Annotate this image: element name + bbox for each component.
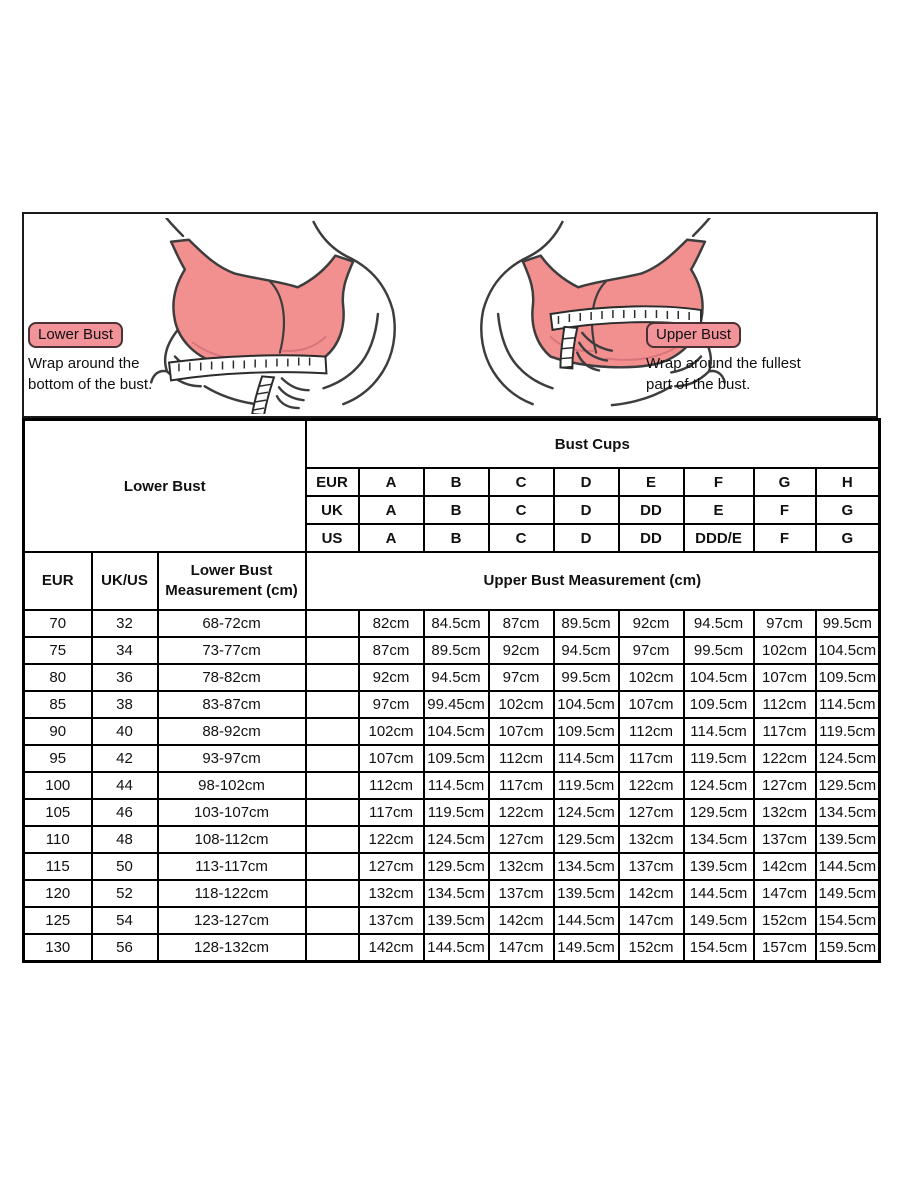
upper-bust-cell: 124.5cm: [684, 772, 754, 799]
ukus-size-cell: 54: [92, 907, 158, 934]
upper-bust-cell: 122cm: [359, 826, 424, 853]
upper-bust-cell: 117cm: [754, 718, 816, 745]
upper-bust-cell: 129.5cm: [554, 826, 619, 853]
upper-bust-cell: 152cm: [619, 934, 684, 962]
lower-bust-range-cell: 78-82cm: [158, 664, 306, 691]
cup-size-cell: A: [359, 524, 424, 552]
upper-bust-cell: 109.5cm: [554, 718, 619, 745]
upper-bust-cell: 124.5cm: [816, 745, 880, 772]
cup-size-cell: F: [754, 496, 816, 524]
lower-bust-range-cell: 123-127cm: [158, 907, 306, 934]
lower-bust-range-cell: 93-97cm: [158, 745, 306, 772]
size-row-eur-100: [24, 772, 880, 799]
upper-bust-cell: 87cm: [489, 610, 554, 637]
size-row-eur-110: [24, 826, 880, 853]
upper-bust-cell: 134.5cm: [554, 853, 619, 880]
upper-bust-cell: 84.5cm: [424, 610, 489, 637]
upper-bust-cell: 127cm: [489, 826, 554, 853]
cup-size-cell: A: [359, 468, 424, 496]
eur-size-cell: 105: [24, 799, 92, 826]
cup-size-cell: C: [489, 496, 554, 524]
spacer-cell: [306, 745, 359, 772]
lower-bust-label-block: [28, 322, 208, 395]
cup-size-cell: B: [424, 524, 489, 552]
spacer-cell: [306, 826, 359, 853]
size-row-eur-120: [24, 880, 880, 907]
lower-bust-range-cell: 128-132cm: [158, 934, 306, 962]
upper-bust-cell: 97cm: [754, 610, 816, 637]
lower-bust-measurement-header: Lower Bust Measurement (cm): [158, 552, 306, 610]
upper-bust-cell: 129.5cm: [684, 799, 754, 826]
upper-bust-cell: 117cm: [619, 745, 684, 772]
ukus-size-cell: 38: [92, 691, 158, 718]
upper-bust-desc-line1: Wrap around the fullest: [646, 355, 801, 372]
ukus-size-cell: 44: [92, 772, 158, 799]
cup-size-cell: G: [816, 524, 880, 552]
cup-size-cell: E: [619, 468, 684, 496]
size-chart-table: [22, 418, 881, 963]
upper-bust-cell: 82cm: [359, 610, 424, 637]
cup-size-cell: H: [816, 468, 880, 496]
upper-bust-cell: 104.5cm: [424, 718, 489, 745]
upper-bust-cell: 149.5cm: [816, 880, 880, 907]
lower-bust-range-cell: 98-102cm: [158, 772, 306, 799]
upper-bust-cell: 114.5cm: [684, 718, 754, 745]
upper-bust-cell: 144.5cm: [684, 880, 754, 907]
upper-bust-cell: 134.5cm: [816, 799, 880, 826]
upper-bust-cell: 149.5cm: [684, 907, 754, 934]
spacer-cell: [306, 934, 359, 962]
eur-size-cell: 125: [24, 907, 92, 934]
spacer-cell: [306, 664, 359, 691]
ukus-size-cell: 56: [92, 934, 158, 962]
spacer-cell: [306, 637, 359, 664]
ukus-size-cell: 50: [92, 853, 158, 880]
lower-bust-range-cell: 118-122cm: [158, 880, 306, 907]
eur-size-cell: 130: [24, 934, 92, 962]
spacer-cell: [306, 907, 359, 934]
cup-size-cell: B: [424, 468, 489, 496]
ukus-size-cell: 40: [92, 718, 158, 745]
cup-size-cell: G: [754, 468, 816, 496]
upper-bust-cell: 132cm: [619, 826, 684, 853]
upper-bust-cell: 94.5cm: [554, 637, 619, 664]
table-row: [24, 552, 880, 610]
upper-bust-cell: 112cm: [619, 718, 684, 745]
ukus-size-cell: 48: [92, 826, 158, 853]
upper-bust-cell: 152cm: [754, 907, 816, 934]
cup-size-cell: D: [554, 524, 619, 552]
upper-bust-cell: 89.5cm: [554, 610, 619, 637]
ukus-size-cell: 42: [92, 745, 158, 772]
cup-size-cell: G: [816, 496, 880, 524]
upper-bust-cell: 144.5cm: [816, 853, 880, 880]
upper-bust-cell: 132cm: [754, 799, 816, 826]
eur-size-cell: 70: [24, 610, 92, 637]
eur-size-cell: 85: [24, 691, 92, 718]
upper-bust-cell: 132cm: [489, 853, 554, 880]
cup-size-cell: F: [754, 524, 816, 552]
upper-bust-badge: Upper Bust: [646, 322, 741, 348]
upper-bust-cell: 134.5cm: [424, 880, 489, 907]
upper-bust-cell: 87cm: [359, 637, 424, 664]
upper-bust-cell: 142cm: [489, 907, 554, 934]
upper-bust-cell: 137cm: [619, 853, 684, 880]
eur-size-cell: 100: [24, 772, 92, 799]
cup-size-cell: E: [684, 496, 754, 524]
lower-bust-range-cell: 88-92cm: [158, 718, 306, 745]
lower-bust-range-cell: 103-107cm: [158, 799, 306, 826]
size-row-eur-70: [24, 610, 880, 637]
lower-bust-range-cell: 113-117cm: [158, 853, 306, 880]
upper-bust-cell: 137cm: [489, 880, 554, 907]
upper-bust-cell: 104.5cm: [554, 691, 619, 718]
upper-bust-cell: 112cm: [359, 772, 424, 799]
upper-bust-cell: 109.5cm: [816, 664, 880, 691]
lower-bust-range-cell: 73-77cm: [158, 637, 306, 664]
upper-bust-cell: 139.5cm: [816, 826, 880, 853]
upper-bust-cell: 137cm: [359, 907, 424, 934]
lower-bust-section-header: Lower Bust: [24, 420, 306, 553]
eur-size-cell: 120: [24, 880, 92, 907]
lower-bust-range-cell: 68-72cm: [158, 610, 306, 637]
upper-bust-cell: 139.5cm: [424, 907, 489, 934]
upper-bust-cell: 107cm: [489, 718, 554, 745]
upper-bust-cell: 124.5cm: [424, 826, 489, 853]
upper-bust-cell: 119.5cm: [816, 718, 880, 745]
cup-size-cell: DDD/E: [684, 524, 754, 552]
upper-bust-cell: 109.5cm: [424, 745, 489, 772]
upper-bust-cell: 99.5cm: [684, 637, 754, 664]
cup-region-label: UK: [306, 496, 359, 524]
upper-bust-cell: 104.5cm: [816, 637, 880, 664]
upper-bust-cell: 109.5cm: [684, 691, 754, 718]
eur-size-cell: 95: [24, 745, 92, 772]
upper-bust-cell: 154.5cm: [684, 934, 754, 962]
upper-bust-cell: 102cm: [754, 637, 816, 664]
cup-size-cell: C: [489, 468, 554, 496]
cup-size-cell: DD: [619, 524, 684, 552]
upper-bust-cell: 122cm: [489, 799, 554, 826]
upper-bust-cell: 149.5cm: [554, 934, 619, 962]
upper-bust-cell: 147cm: [619, 907, 684, 934]
upper-bust-cell: 92cm: [619, 610, 684, 637]
ukus-size-cell: 32: [92, 610, 158, 637]
cup-size-cell: C: [489, 524, 554, 552]
upper-bust-cell: 114.5cm: [816, 691, 880, 718]
lower-bust-panel: [24, 214, 450, 416]
size-row-eur-130: [24, 934, 880, 962]
cup-region-label: US: [306, 524, 359, 552]
upper-bust-cell: 139.5cm: [554, 880, 619, 907]
cup-size-cell: D: [554, 496, 619, 524]
size-row-eur-95: [24, 745, 880, 772]
lower-bust-badge: Lower Bust: [28, 322, 123, 348]
upper-bust-cell: 97cm: [619, 637, 684, 664]
table-row: [24, 420, 880, 469]
upper-bust-cell: 129.5cm: [424, 853, 489, 880]
size-row-eur-125: [24, 907, 880, 934]
spacer-cell: [306, 853, 359, 880]
upper-bust-cell: 139.5cm: [684, 853, 754, 880]
upper-bust-cell: 89.5cm: [424, 637, 489, 664]
lower-bust-range-cell: 108-112cm: [158, 826, 306, 853]
eur-size-cell: 75: [24, 637, 92, 664]
upper-bust-cell: 112cm: [489, 745, 554, 772]
spacer-cell: [306, 610, 359, 637]
upper-bust-cell: 102cm: [619, 664, 684, 691]
upper-bust-cell: 102cm: [489, 691, 554, 718]
ukus-size-cell: 34: [92, 637, 158, 664]
upper-bust-cell: 97cm: [359, 691, 424, 718]
upper-bust-cell: 142cm: [754, 853, 816, 880]
cup-size-cell: D: [554, 468, 619, 496]
cup-size-cell: F: [684, 468, 754, 496]
upper-bust-cell: 122cm: [619, 772, 684, 799]
upper-bust-cell: 147cm: [489, 934, 554, 962]
spacer-cell: [306, 880, 359, 907]
upper-bust-cell: 99.5cm: [554, 664, 619, 691]
upper-bust-cell: 99.5cm: [816, 610, 880, 637]
ukus-size-cell: 46: [92, 799, 158, 826]
upper-bust-cell: 114.5cm: [424, 772, 489, 799]
upper-bust-cell: 119.5cm: [554, 772, 619, 799]
upper-bust-panel: [450, 214, 876, 416]
lower-bust-desc-line1: Wrap around the: [28, 355, 140, 372]
upper-bust-label-block: [646, 322, 826, 395]
size-row-eur-115: [24, 853, 880, 880]
size-row-eur-85: [24, 691, 880, 718]
upper-bust-cell: 104.5cm: [684, 664, 754, 691]
upper-bust-cell: 122cm: [754, 745, 816, 772]
upper-bust-cell: 107cm: [619, 691, 684, 718]
upper-bust-cell: 137cm: [754, 826, 816, 853]
lower-bust-desc-line2: bottom of the bust.: [28, 376, 153, 393]
eur-size-cell: 110: [24, 826, 92, 853]
upper-bust-cell: 117cm: [359, 799, 424, 826]
upper-bust-cell: 142cm: [619, 880, 684, 907]
bust-cups-header: Bust Cups: [306, 420, 880, 469]
ukus-column-header: UK/US: [92, 552, 158, 610]
upper-bust-cell: 134.5cm: [684, 826, 754, 853]
upper-bust-cell: 114.5cm: [554, 745, 619, 772]
eur-size-cell: 80: [24, 664, 92, 691]
ukus-size-cell: 52: [92, 880, 158, 907]
upper-bust-cell: 119.5cm: [684, 745, 754, 772]
upper-bust-cell: 94.5cm: [424, 664, 489, 691]
upper-bust-cell: 92cm: [359, 664, 424, 691]
upper-bust-cell: 127cm: [754, 772, 816, 799]
upper-bust-cell: 97cm: [489, 664, 554, 691]
ukus-size-cell: 36: [92, 664, 158, 691]
cup-size-cell: A: [359, 496, 424, 524]
upper-bust-cell: 144.5cm: [424, 934, 489, 962]
eur-size-cell: 115: [24, 853, 92, 880]
upper-bust-cell: 127cm: [359, 853, 424, 880]
upper-bust-cell: 117cm: [489, 772, 554, 799]
size-row-eur-80: [24, 664, 880, 691]
lower-bust-range-cell: 83-87cm: [158, 691, 306, 718]
upper-bust-cell: 124.5cm: [554, 799, 619, 826]
upper-bust-cell: 107cm: [359, 745, 424, 772]
upper-bust-cell: 112cm: [754, 691, 816, 718]
upper-bust-measurement-header: Upper Bust Measurement (cm): [306, 552, 880, 610]
size-row-eur-90: [24, 718, 880, 745]
eur-column-header: EUR: [24, 552, 92, 610]
upper-bust-cell: 129.5cm: [816, 772, 880, 799]
hand-fingers: [277, 378, 309, 408]
upper-bust-cell: 157cm: [754, 934, 816, 962]
upper-bust-cell: 132cm: [359, 880, 424, 907]
upper-bust-cell: 147cm: [754, 880, 816, 907]
upper-bust-cell: 127cm: [619, 799, 684, 826]
upper-bust-cell: 102cm: [359, 718, 424, 745]
upper-bust-cell: 144.5cm: [554, 907, 619, 934]
size-row-eur-75: [24, 637, 880, 664]
upper-bust-desc-line2: part of the bust.: [646, 376, 751, 393]
size-row-eur-105: [24, 799, 880, 826]
upper-bust-cell: 142cm: [359, 934, 424, 962]
spacer-cell: [306, 718, 359, 745]
upper-bust-cell: 107cm: [754, 664, 816, 691]
upper-bust-cell: 159.5cm: [816, 934, 880, 962]
upper-bust-cell: 92cm: [489, 637, 554, 664]
upper-bust-cell: 154.5cm: [816, 907, 880, 934]
upper-bust-cell: 94.5cm: [684, 610, 754, 637]
measuring-illustration-box: [22, 212, 878, 418]
upper-bust-cell: 119.5cm: [424, 799, 489, 826]
cup-size-cell: B: [424, 496, 489, 524]
upper-bust-cell: 99.45cm: [424, 691, 489, 718]
spacer-cell: [306, 691, 359, 718]
eur-size-cell: 90: [24, 718, 92, 745]
cup-size-cell: DD: [619, 496, 684, 524]
cup-region-label: EUR: [306, 468, 359, 496]
spacer-cell: [306, 799, 359, 826]
spacer-cell: [306, 772, 359, 799]
